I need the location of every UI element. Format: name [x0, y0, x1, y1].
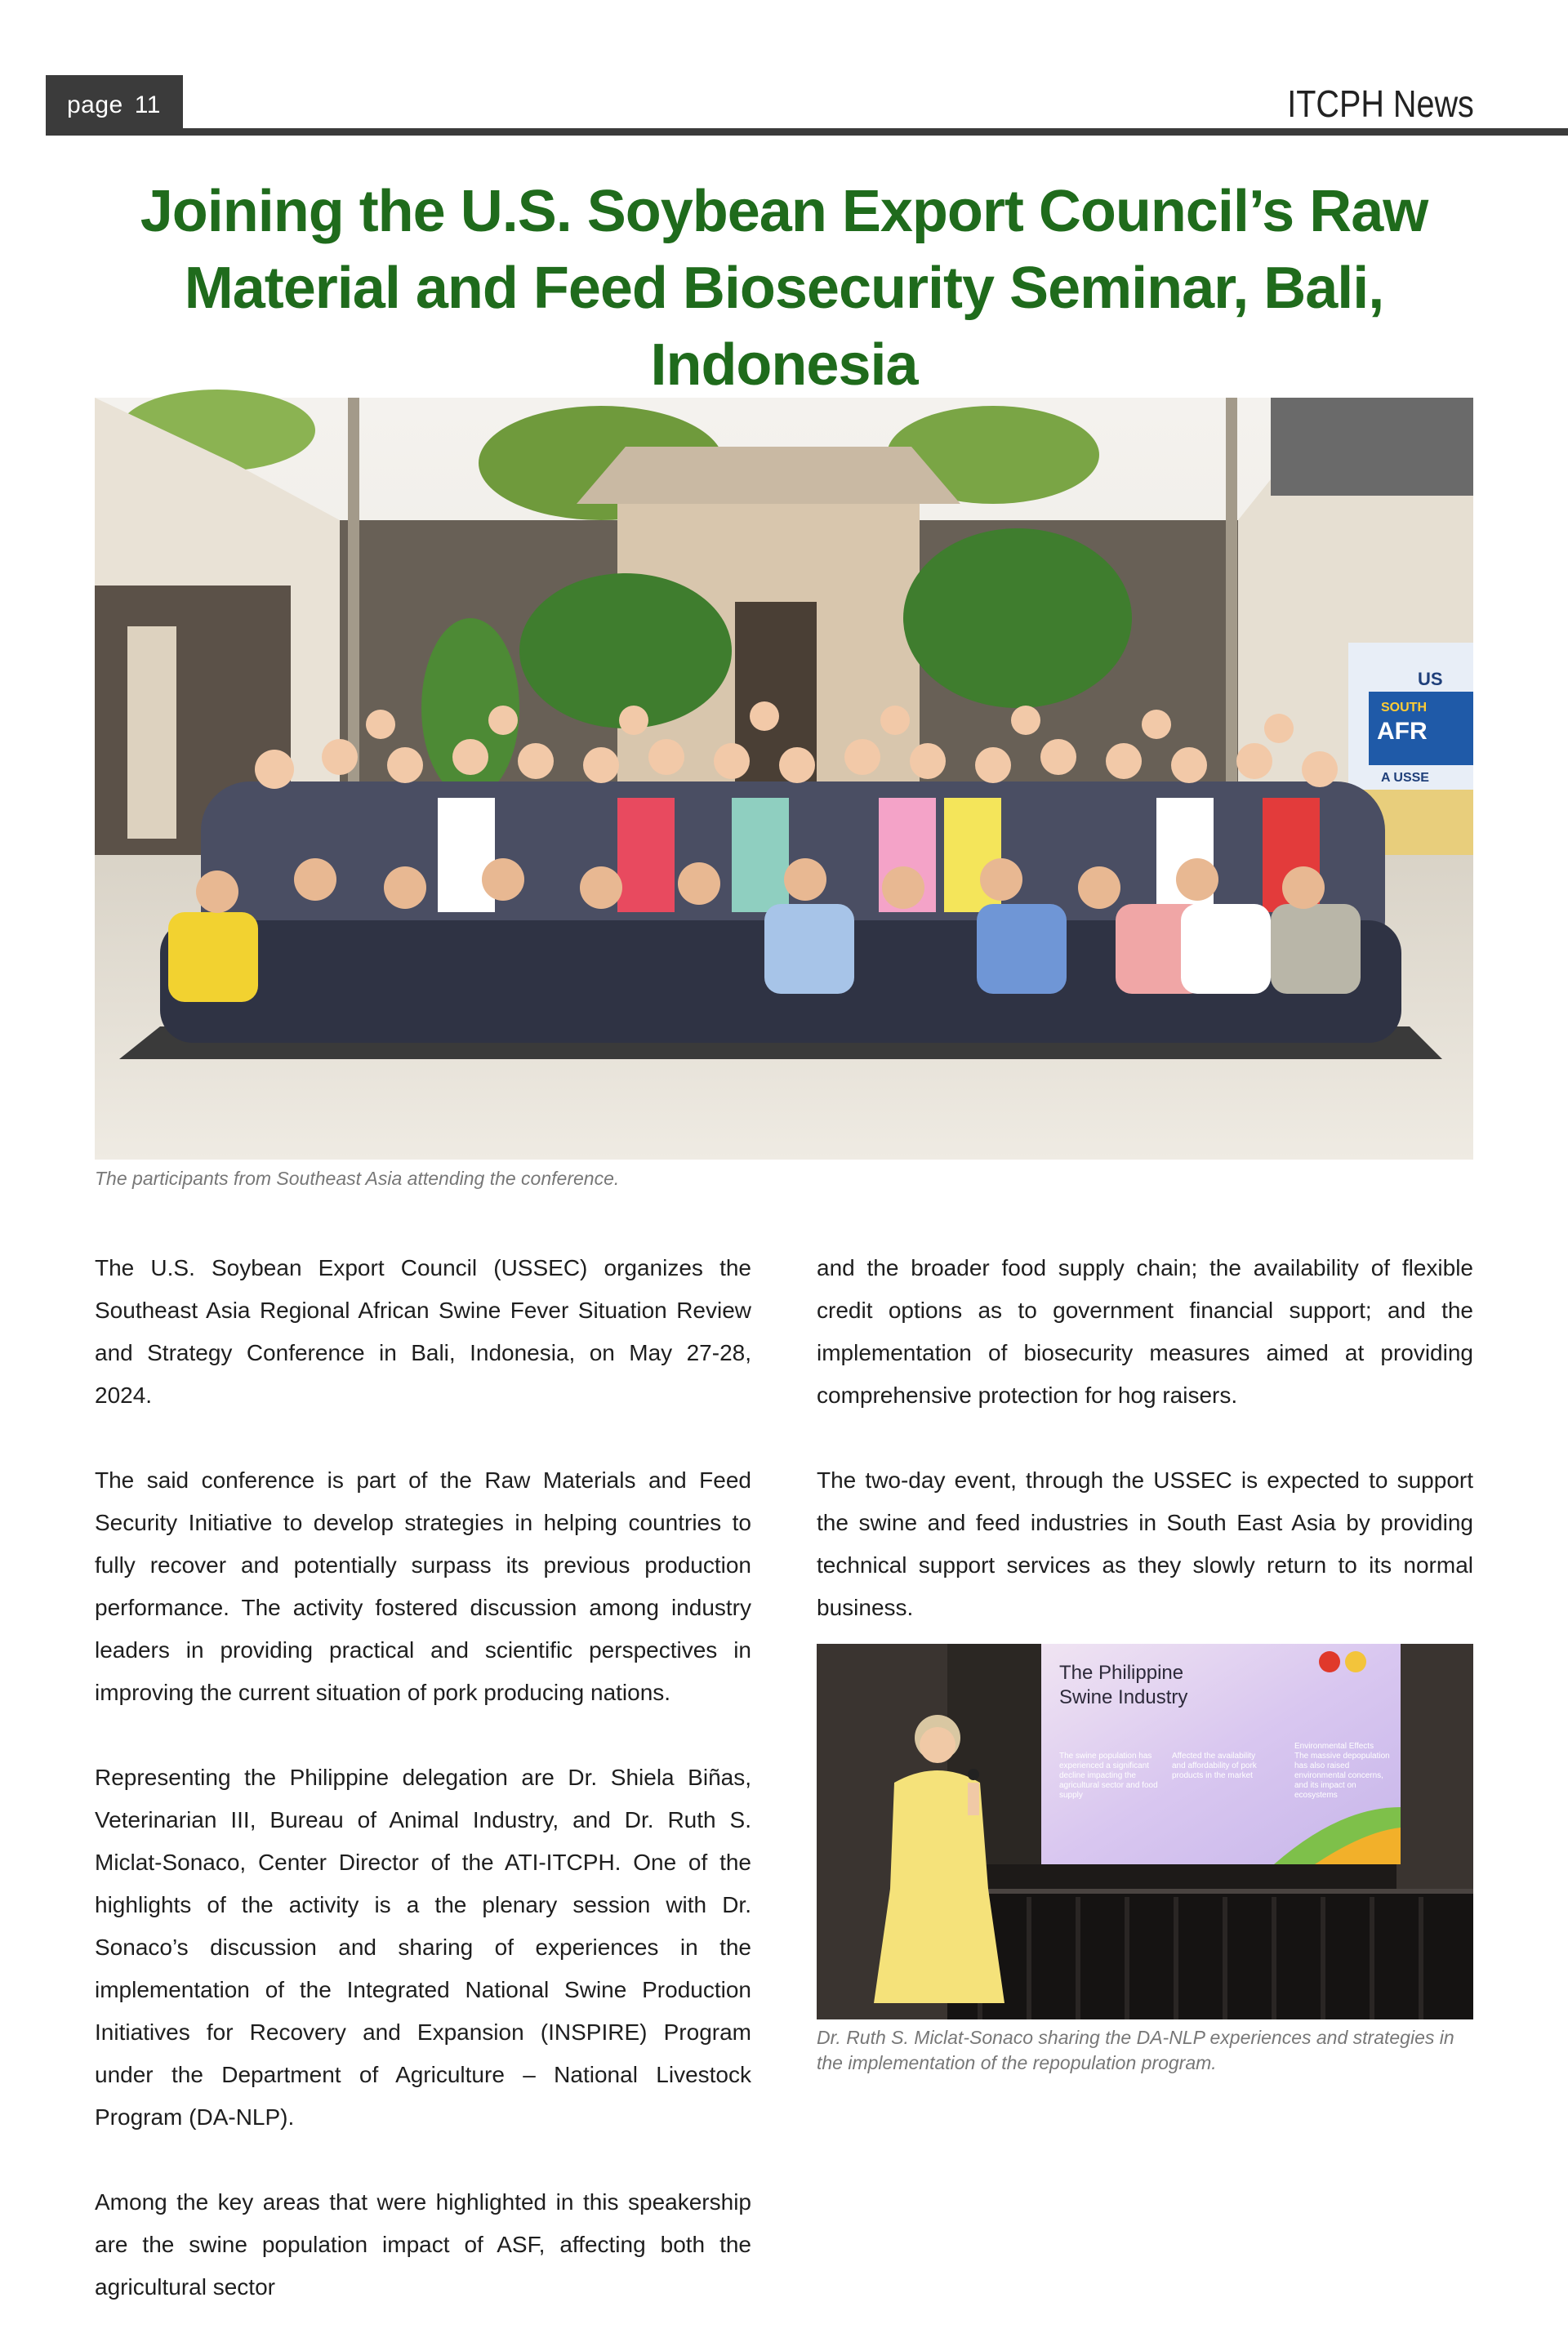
banner-line-1: SOUTH [1381, 701, 1427, 715]
page-label: page [67, 91, 123, 118]
slide-col-3-head: Environmental Effects [1294, 1742, 1374, 1751]
slide-col-3: The massive depopulation has also raised environmental concerns, and its impact on ecosystems [1294, 1752, 1390, 1800]
article-right-column [817, 1247, 1473, 1672]
paragraph: The two-day event, through the USSEC is expected to support the swine and feed industries in South East Asia by providing technical support services as they slowly return to its normal business. [817, 1467, 1473, 1620]
group-photo [95, 398, 1473, 1160]
article-left-column [95, 1247, 751, 2351]
banner-line-2: AFR [1377, 718, 1428, 745]
slide-title-line-2: Swine Industry [1059, 1686, 1188, 1708]
group-photo-caption: The participants from Southeast Asia attending the conference. [95, 1168, 620, 1189]
banner-line-3: A USSE [1381, 771, 1429, 785]
speaker-photo-caption: Dr. Ruth S. Miclat-Sonaco sharing the DA-NLP experiences and strategies in the implementation of the repopulation program. [817, 2027, 1454, 2073]
page-number: 11 [134, 91, 161, 118]
header-rule [46, 128, 1568, 136]
paragraph: and the broader food supply chain; the availability of flexible credit options as to government financial support; and the implementation of biosecurity measures aimed at providing comprehensive protection for hog raisers. [817, 1255, 1473, 1408]
paragraph: Among the key areas that were highlighted in this speakership are the swine population impact of ASF, affecting both the agricultural sector [95, 2189, 751, 2300]
slide-col-2: Affected the availability and affordability of pork products in the market [1172, 1752, 1257, 1780]
speaker-photo [817, 1644, 1473, 2019]
paragraph: The U.S. Soybean Export Council (USSEC) organizes the Southeast Asia Regional African Swine Fever Situation Review and Strategy Conference in Bali, Indonesia, on May 27-28, 2024. [95, 1255, 751, 1408]
paragraph: Representing the Philippine delegation are Dr. Shiela Biñas, Veterinarian III, Bureau of Animal Industry, and Dr. Ruth S. Miclat-Sonaco, Center Director of the ATI-ITCPH. One of the highlights of the activity is a the plenary session with Dr. Sonaco’s discussion and sharing of experiences in the implementation of the Integrated National Swine Production Initiatives for Recovery and Expansion (INSPIRE) Program under the Department of Agriculture – National Livestock Program (DA-NLP). [95, 1765, 751, 2130]
paragraph: The said conference is part of the Raw Materials and Feed Security Initiative to develop strategies in helping countries to fully recover and potentially surpass its previous production performance. The activity fostered discussion among industry leaders in providing practical and scientific perspectives in improving the current situation of pork producing nations. [95, 1467, 751, 1705]
article-title: Joining the U.S. Soybean Export Council’s Raw Material and Feed Biosecurity Seminar, Bali, Indonesia [140, 179, 1428, 398]
slide-col-1: The swine population has experienced a significant decline impacting the agricultural sector and food supply [1059, 1752, 1158, 1800]
page-number-tab [46, 75, 183, 136]
slide-title-line-1: The Philippine [1059, 1662, 1184, 1684]
publication-name: ITCPH News [1287, 82, 1474, 125]
banner-brand: US [1418, 669, 1443, 689]
